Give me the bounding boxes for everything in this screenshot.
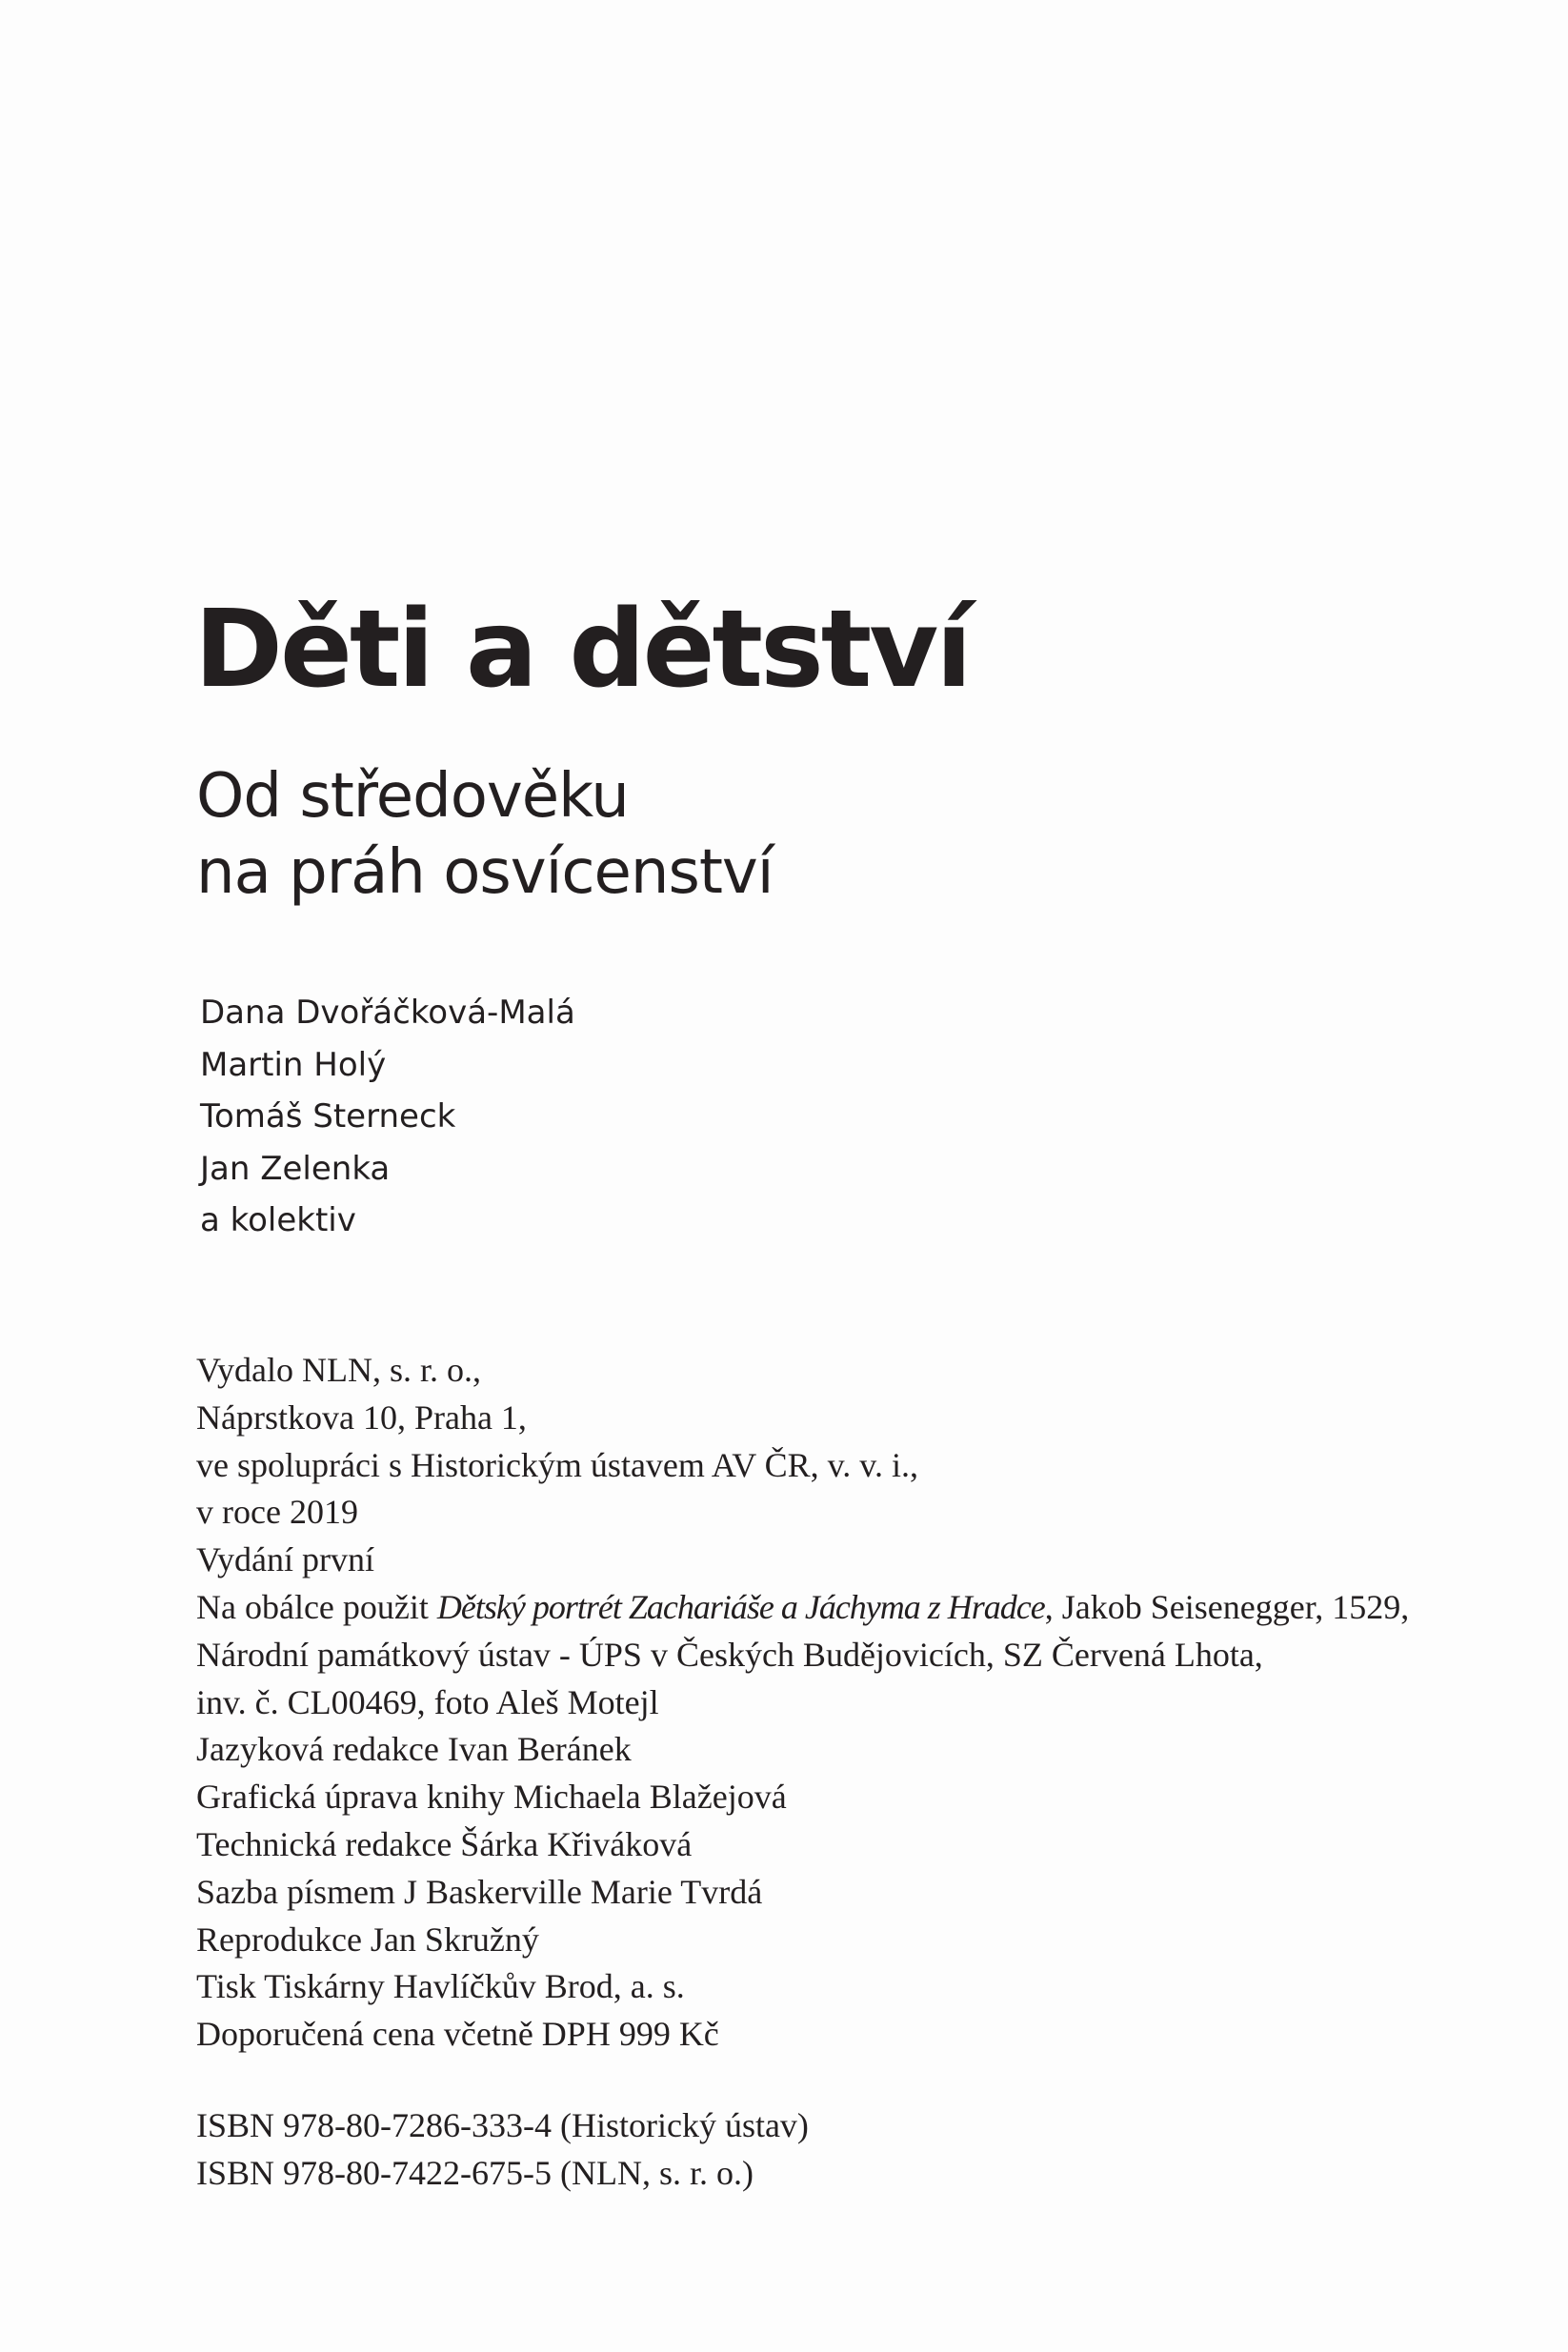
author-item: Jan Zelenka	[200, 1149, 391, 1188]
artwork-title: Dětský portrét Zachariáše a Jáchyma z Hradce	[436, 1587, 1045, 1626]
isbn-line: ISBN 978-80-7286-333-4 (Historický ústav)	[196, 2106, 809, 2144]
book-subtitle	[196, 758, 774, 911]
author-item: Martin Holý	[200, 1045, 387, 1084]
author-item: Dana Dvořáčková-Malá	[200, 994, 575, 1032]
cover-credit-line	[196, 1584, 1409, 1632]
cover-source-line: Národní památkový ústav - ÚPS v Českých Budějovicích, SZ Červená Lhota,	[196, 1635, 1263, 1674]
printer-line: Tisk Tiskárny Havlíčkův Brod, a. s.	[196, 1967, 685, 2006]
isbn-block	[196, 2101, 809, 2197]
cover-credit-suffix: , Jakob Seisenegger, 1529,	[1044, 1587, 1410, 1626]
imprint-block	[196, 1347, 1409, 2059]
book-title: Děti a dětství	[194, 588, 970, 712]
cover-credit-prefix: Na obálce použit	[196, 1587, 437, 1626]
subtitle-line-2: na práh osvícenství	[196, 837, 774, 908]
technical-editor-line: Technická redakce Šárka Křiváková	[196, 1824, 693, 1863]
cover-inventory-line: inv. č. CL00469, foto Aleš Motejl	[196, 1682, 659, 1721]
price-line: Doporučená cena včetně DPH 999 Kč	[196, 2015, 719, 2054]
author-item: Tomáš Sterneck	[200, 1097, 456, 1136]
graphic-design-line: Grafická úprava knihy Michaela Blažejová	[196, 1778, 787, 1817]
author-list	[200, 987, 575, 1247]
subtitle-line-1: Od středověku	[196, 761, 629, 832]
year-line: v roce 2019	[196, 1493, 358, 1532]
language-editor-line: Jazyková redakce Ivan Beránek	[196, 1730, 632, 1769]
cooperation-line: ve spolupráci s Historickým ústavem AV ČR, v. v. i.,	[196, 1445, 918, 1484]
author-item: a kolektiv	[200, 1201, 356, 1239]
edition-line: Vydání první	[196, 1540, 374, 1579]
publisher-line: Vydalo NLN, s. r. o.,	[196, 1351, 481, 1389]
reproduction-line: Reprodukce Jan Skružný	[196, 1920, 539, 1959]
isbn-line: ISBN 978-80-7422-675-5 (NLN, s. r. o.)	[196, 2154, 754, 2192]
typesetting-line: Sazba písmem J Baskerville Marie Tvrdá	[196, 1872, 763, 1911]
address-line: Náprstkova 10, Praha 1,	[196, 1397, 527, 1437]
